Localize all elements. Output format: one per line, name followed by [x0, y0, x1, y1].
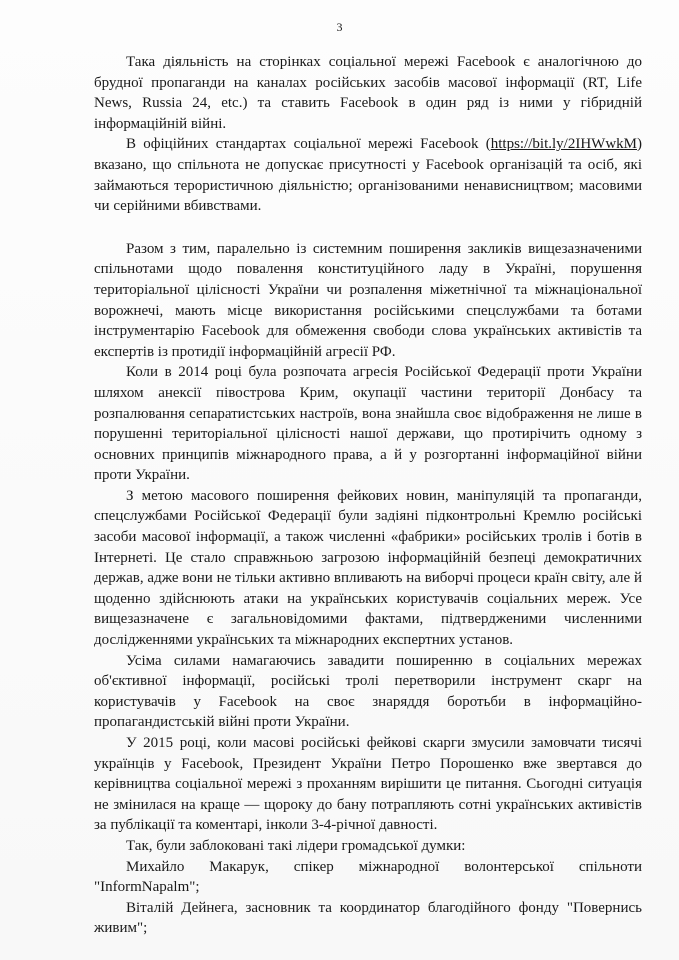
paragraph-blocked-leaders-intro: Так, були заблоковані такі лідери громадської думки: [126, 837, 466, 854]
paragraph-russian-trolls: Усіма силами намагаючись завадити поширенню в соціальних мережах об'єктивної інформації, російські тролі перетворили інструмент скарг на користувачів у Facebook на своє знаряддя боротьби в інформаційно-пропагандистській війні проти України. [94, 652, 642, 731]
paragraph-2014-aggression: Коли в 2014 році була розпочата агресія Російської Федерації проти України шляхом анексії півострова Крим, окупації частини території Донбасу та розпалювання сепаратистських настроїв, вона знайшла своє відображення не лише в порушенні територіальної цілісності нашої держави, що протирічить одному з основних принципів міжнародного права, а й у розгортанні інформаційної війни проти України. [94, 364, 642, 484]
paragraph-fake-news: З метою масового поширення фейкових новин, маніпуляцій та пропаганди, спецслужбами Російської Федерації були задіяні підконтрольні Кремлю російські засоби масової інформації, а також численні «фабрики» російських тролів і ботів в Інтернеті. Це стало справжньою загрозою інформаційній безпеці демократичних держав, адже вони не тільки активно впливають на виборчі процеси країн світу, але й щоденно здійснюють атаки на українських користувачів соціальних мереж. Усе вищезазначене є загальновідомими фактами, підтвердженими численними дослідженнями українських та міжнародних експертних установ. [94, 487, 642, 649]
paragraph-text-after-link: ) вказано, що спільнота не допускає присутності у Facebook організацій та осіб, які займаються терористичною діяльністю; організованими ненависництвом; масовими чи серійними вбивствами. [94, 136, 642, 215]
paragraph-text-before-link: В офіційних стандартах соціальної мережі Facebook ( [126, 136, 491, 153]
page-number: 3 [336, 20, 343, 34]
standards-link[interactable]: https://bit.ly/2IHWwkM [490, 136, 637, 153]
list-item-makaruk: Михайло Макарук, спікер міжнародної волонтерської спільноти "InformNapalm"; [94, 858, 642, 896]
paragraph-facebook-propaganda: Така діяльність на сторінках соціальної мережі Facebook є аналогічною до брудної пропаганди на каналах російських засобів масової інформації (RT, Life News, Russia 24, etc.) та ставить Facebook в один ряд із ними у гібридній інформаційній війні. [94, 54, 642, 132]
document-body [94, 52, 642, 939]
paragraph-official-standards [94, 134, 642, 216]
paragraph-russian-special-services: Разом з тим, паралельно із системним поширення закликів вищезазначеними спільнотами щодо повалення конституційного ладу в Україні, порушення територіальної цілісності України чи розпалення міжетнічної та міжнаціональної ворожнечі, мають місце використання російськими спецслужбами та ботами інструментарію Facebook для обмеження свободи слова українських активістів та експертів із протидії інформаційній агресії РФ. [94, 240, 642, 360]
paragraph-2015-complaints: У 2015 році, коли масові російські фейкові скарги змусили замовчати тисячі українців у Facebook, Президент України Петро Порошенко вже звертався до керівництва соціальної мережі з проханням вирішити це питання. Сьогодні ситуація не змінилася на краще — щороку до бану потрапляють сотні українських активістів за публікації та коментарі, інколи 3-4-річної давності. [94, 735, 642, 834]
list-item-deynega: Віталій Дейнега, засновник та координатор благодійного фонду "Повернись живим"; [94, 899, 642, 937]
